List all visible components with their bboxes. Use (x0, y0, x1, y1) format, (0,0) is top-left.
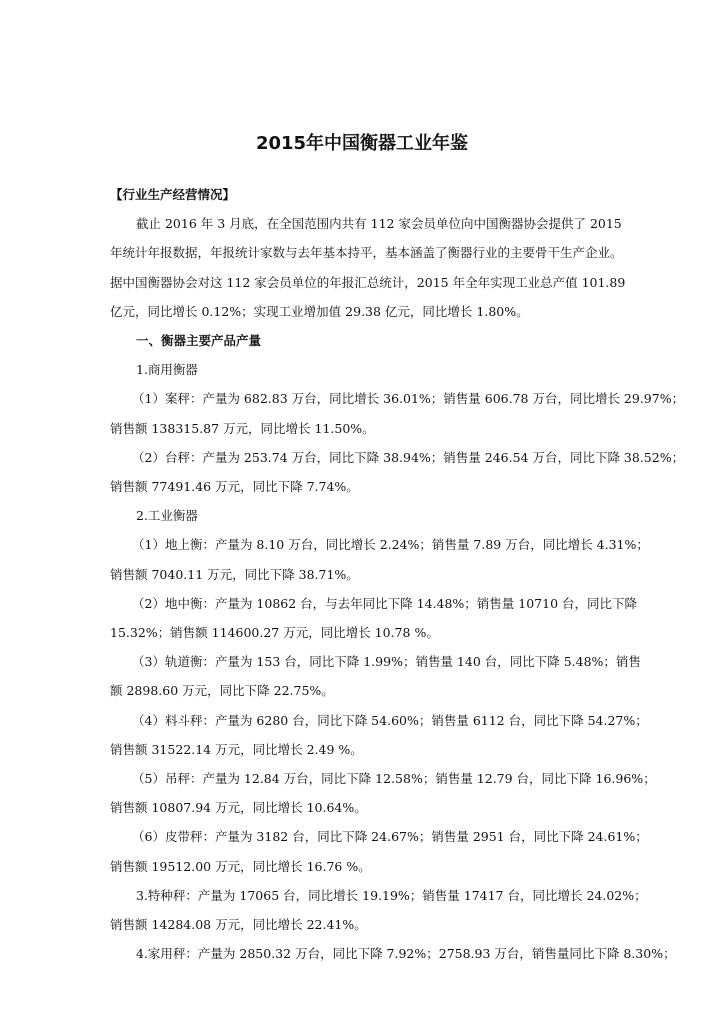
industrial-item-2-line-2: 15.32%；销售额 114600.27 万元，同比增长 10.78 %。 (110, 625, 439, 641)
intro-line-4: 亿元，同比增长 0.12%；实现工业增加值 29.38 亿元，同比增长 1.80%。 (110, 303, 529, 319)
commercial-item-1-line-1: （1）案秤：产量为 682.83 万台，同比增长 36.01%；销售量 606.78 万台，同比增长 29.97%； (132, 391, 685, 407)
special-scales-line-1: 3.特种秤：产量为 17065 台，同比增长 19.19%；销售量 17417 台，同比增长 24.02%； (136, 887, 647, 903)
section-heading: 【行业生产经营情况】 (110, 187, 236, 202)
industrial-item-3-line-2: 额 2898.60 万元，同比下降 22.75%。 (110, 683, 334, 699)
special-scales-line-2: 销售额 14284.08 万元，同比增长 22.41%。 (110, 917, 367, 933)
document-page (110, 130, 685, 968)
industrial-item-6-line-1: （6）皮带秤：产量为 3182 台，同比下降 24.67%；销售量 2951 台，同比下降 24.61%； (132, 829, 648, 845)
industrial-item-1-line-2: 销售额 7040.11 万元，同比下降 38.71%。 (110, 566, 359, 582)
industrial-item-6-line-2: 销售额 19512.00 万元，同比增长 16.76 %。 (110, 858, 371, 874)
document-title: 2015年中国衡器工业年鉴 (255, 133, 469, 154)
sub-heading-main-products: 一、衡器主要产品产量 (136, 333, 262, 349)
commercial-item-2-line-2: 销售额 77491.46 万元，同比下降 7.74%。 (110, 479, 359, 495)
commercial-item-2-line-1: （2）台秤：产量为 253.74 万台，同比下降 38.94%；销售量 246.54 万台，同比下降 38.52%； (132, 449, 685, 465)
intro-line-1: 截止 2016 年 3 月底，在全国范围内共有 112 家会员单位向中国衡器协会提供了 2015 (136, 216, 622, 232)
industrial-item-4-line-2: 销售额 31522.14 万元，同比增长 2.49 %。 (110, 741, 363, 757)
industrial-item-5-line-1: （5）吊秤：产量为 12.84 万台，同比下降 12.58%；销售量 12.79 台，同比下降 16.96%； (132, 771, 656, 787)
intro-line-3: 据中国衡器协会对这 112 家会员单位的年报汇总统计，2015 年全年实现工业总产值 101.89 (110, 274, 626, 290)
industrial-item-5-line-2: 销售额 10807.94 万元，同比增长 10.64%。 (110, 800, 367, 816)
industrial-item-4-line-1: （4）料斗秤：产量为 6280 台，同比下降 54.60%；销售量 6112 台，同比下降 54.27%； (132, 712, 648, 728)
industrial-item-2-line-1: （2）地中衡：产量为 10862 台，与去年同比下降 14.48%；销售量 10710 台，同比下降 (132, 595, 638, 611)
intro-line-2: 年统计年报数据，年报统计家数与去年基本持平，基本涵盖了衡器行业的主要骨干生产企业。 (110, 245, 623, 261)
commercial-item-1-line-2: 销售额 138315.87 万元，同比增长 11.50%。 (110, 420, 375, 436)
household-scales-line-1: 4.家用秤：产量为 2850.32 万台，同比下降 7.92%；2758.93 万台，销售量同比下降 8.30%； (136, 946, 676, 962)
category-industrial-scales: 2.工业衡器 (136, 508, 198, 524)
industrial-item-3-line-1: （3）轨道衡：产量为 153 台，同比下降 1.99%；销售量 140 台，同比下降 5.48%；销售 (132, 654, 641, 670)
category-commercial-scales: 1.商用衡器 (136, 362, 198, 378)
industrial-item-1-line-1: （1）地上衡：产量为 8.10 万台，同比增长 2.24%；销售量 7.89 万台，同比增长 4.31%； (132, 537, 649, 553)
